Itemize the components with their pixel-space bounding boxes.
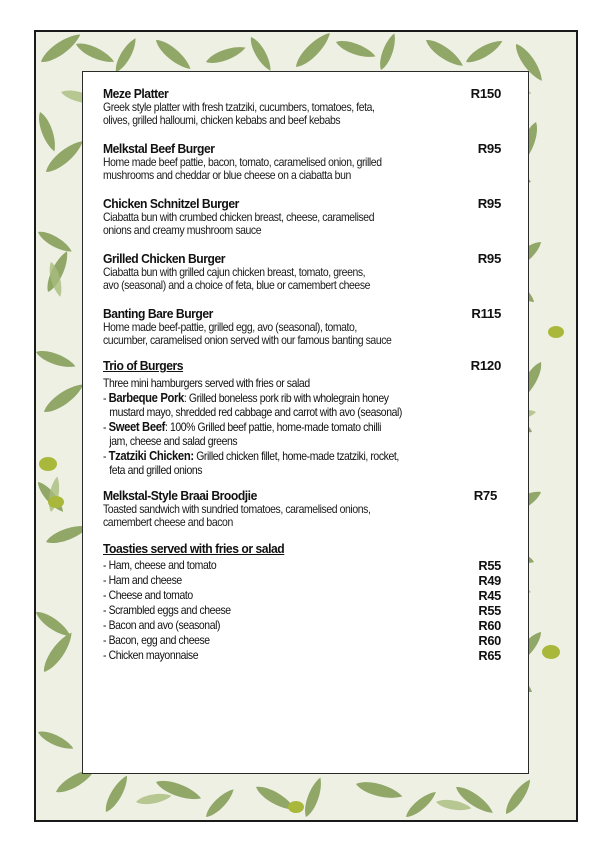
toastie-price: R60 — [478, 633, 501, 648]
toastie-row — [103, 588, 501, 603]
item-price: R75 — [473, 488, 497, 503]
toastie-row — [103, 648, 501, 663]
item-title: Grilled Chicken Burger — [103, 251, 226, 266]
item-desc-line: avo (seasonal) and a choice of feta, blue or camembert cheese — [103, 279, 371, 292]
item-desc-line: Ciabatta bun with crumbed chicken breast, cheese, caramelised — [103, 211, 375, 224]
item-price: R150 — [470, 86, 501, 101]
item-price: R115 — [471, 306, 501, 321]
menu-item — [103, 488, 501, 529]
trio-section — [103, 358, 501, 478]
toastie-price: R45 — [478, 588, 501, 603]
sub-name: Sweet Beef — [108, 420, 166, 434]
item-desc-line: Ciabatta bun with grilled cajun chicken breast, tomato, greens, — [103, 266, 366, 279]
sub-desc-cont: jam, cheese and salad greens — [109, 435, 238, 448]
item-price: R95 — [477, 196, 501, 211]
item-desc-line: Toasted sandwich with sundried tomatoes, caramelised onions, — [103, 503, 371, 516]
item-desc-line: Greek style platter with fresh tzatziki, cucumbers, tomatoes, feta, — [103, 101, 375, 114]
item-desc-line: Home made beef pattie, bacon, tomato, caramelised onion, grilled — [103, 156, 382, 169]
toastie-row — [103, 603, 501, 618]
toastie-row — [103, 558, 501, 573]
toastie-price: R65 — [478, 648, 501, 663]
item-price: R95 — [477, 141, 501, 156]
toastie-price: R49 — [478, 573, 501, 588]
toastie-price: R55 — [478, 603, 501, 618]
toasties-section — [103, 541, 501, 663]
menu-item — [103, 251, 501, 292]
menu-item — [103, 196, 501, 237]
trio-sub-item: - Barbeque Pork: Grilled boneless pork rib with wholegrain honey mustard mayo, shredded red cabbage and carrot with avo (seasonal) — [103, 391, 501, 420]
trio-price: R120 — [470, 358, 501, 373]
toastie-row — [103, 633, 501, 648]
trio-sub-item: - Tzatziki Chicken: Grilled chicken fillet, home-made tzatziki, rocket, feta and grilled onions — [103, 449, 501, 478]
item-desc-line: Home made beef-pattie, grilled egg, avo (seasonal), tomato, — [103, 321, 357, 334]
toastie-name: - Scrambled eggs and cheese — [103, 604, 231, 617]
sub-name: Tzatziki Chicken: — [108, 449, 194, 463]
trio-intro: Three mini hamburgers served with fries or salad — [103, 377, 310, 390]
sub-desc-cont: feta and grilled onions — [109, 464, 203, 477]
item-desc-line: camembert cheese and bacon — [103, 516, 233, 529]
toastie-name: - Chicken mayonnaise — [103, 649, 199, 662]
menu-content — [103, 86, 501, 663]
menu-item — [103, 141, 501, 182]
toastie-price: R60 — [478, 618, 501, 633]
toastie-row — [103, 573, 501, 588]
item-title: Banting Bare Burger — [103, 306, 213, 321]
toastie-row — [103, 618, 501, 633]
toastie-name: - Ham and cheese — [103, 574, 182, 587]
item-desc-line: onions and creamy mushroom sauce — [103, 224, 262, 237]
sub-desc: Grilled chicken fillet, home-made tzatziki, rocket, — [193, 450, 399, 463]
sub-desc: : 100% Grilled beef pattie, home-made tomato chilli — [165, 421, 381, 434]
toastie-name: - Bacon and avo (seasonal) — [103, 619, 221, 632]
item-price: R95 — [477, 251, 501, 266]
trio-sub-item: - Sweet Beef: 100% Grilled beef pattie, home-made tomato chilli jam, cheese and salad greens — [103, 420, 501, 449]
toasties-title: Toasties served with fries or salad — [103, 541, 285, 556]
item-title: Chicken Schnitzel Burger — [103, 196, 239, 211]
toastie-name: - Cheese and tomato — [103, 589, 193, 602]
menu-item — [103, 306, 501, 347]
trio-title: Trio of Burgers — [103, 358, 184, 373]
toastie-price: R55 — [478, 558, 501, 573]
item-desc-line: olives, grilled halloumi, chicken kebabs and beef kebabs — [103, 114, 341, 127]
toastie-name: - Ham, cheese and tomato — [103, 559, 217, 572]
toastie-name: - Bacon, egg and cheese — [103, 634, 210, 647]
sub-desc-cont: mustard mayo, shredded red cabbage and carrot with avo (seasonal) — [109, 406, 402, 419]
item-title: Melkstal Beef Burger — [103, 141, 215, 156]
sub-desc: : Grilled boneless pork rib with wholegrain honey — [183, 392, 389, 405]
item-title: Meze Platter — [103, 86, 169, 101]
item-title: Melkstal-Style Braai Broodjie — [103, 488, 257, 503]
item-desc-line: cucumber, caramelised onion served with our famous banting sauce — [103, 334, 392, 347]
item-desc-line: mushrooms and cheddar or blue cheese on a ciabatta bun — [103, 169, 351, 182]
menu-item — [103, 86, 501, 127]
sub-name: Barbeque Pork — [108, 391, 184, 405]
